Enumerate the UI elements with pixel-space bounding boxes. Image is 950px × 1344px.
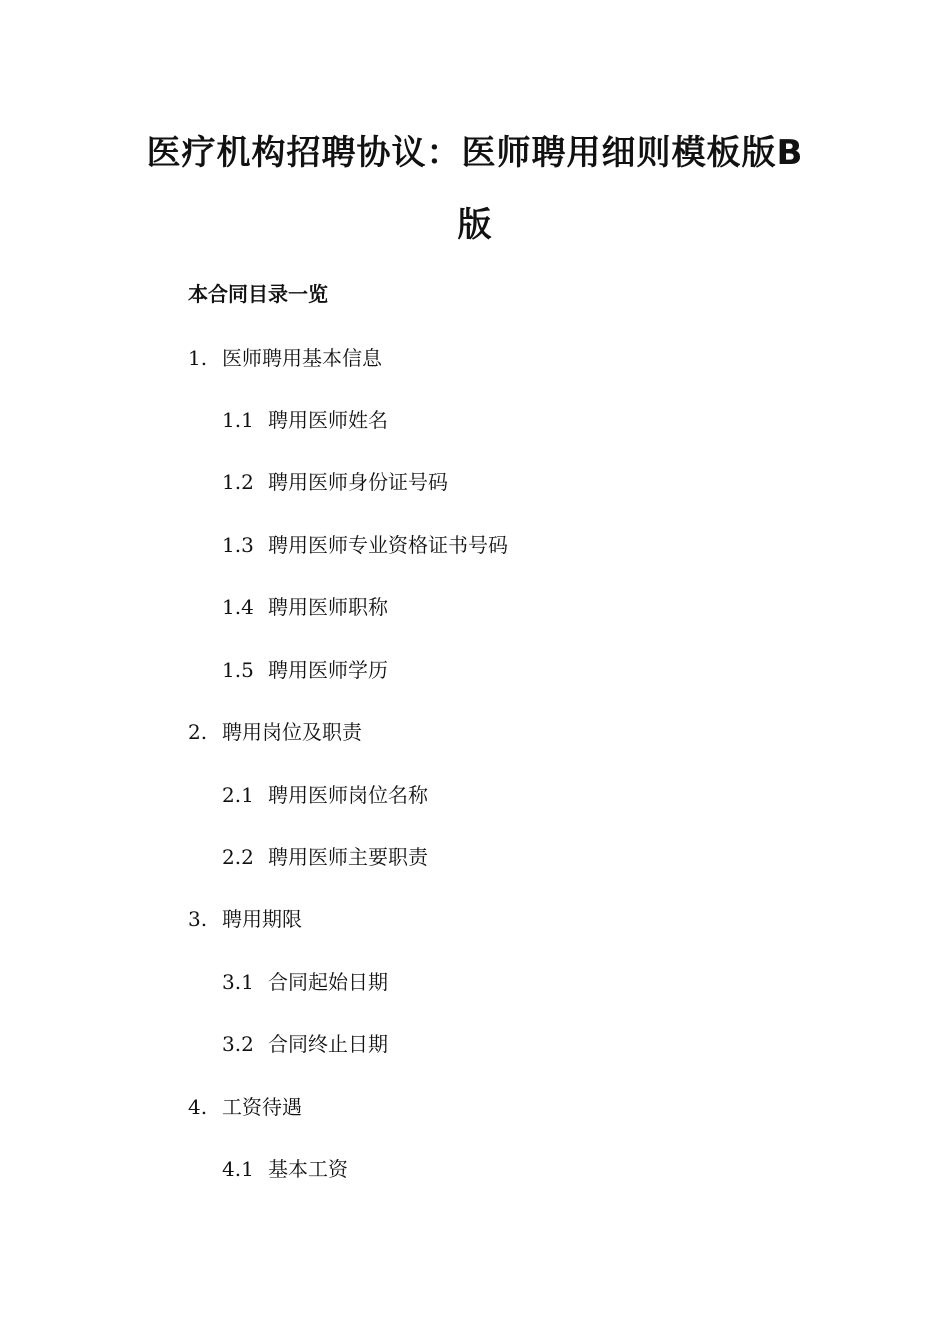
toc-item-number: 1.1 bbox=[222, 408, 254, 432]
toc-item-text: 聘用期限 bbox=[222, 907, 302, 931]
toc-item-text: 基本工资 bbox=[268, 1157, 348, 1181]
toc-item bbox=[222, 785, 428, 805]
toc-item-text: 聘用医师身份证号码 bbox=[268, 470, 448, 494]
toc-item bbox=[222, 972, 388, 992]
toc-item-number: 4.1 bbox=[222, 1157, 254, 1181]
toc-item bbox=[222, 472, 448, 492]
toc-item-number: 4. bbox=[188, 1095, 208, 1119]
toc-item-text: 聘用医师主要职责 bbox=[268, 845, 428, 869]
toc-item-text: 聘用医师专业资格证书号码 bbox=[268, 533, 508, 557]
toc-item bbox=[222, 597, 388, 617]
toc-item-number: 3.1 bbox=[222, 970, 254, 994]
toc-item-text: 医师聘用基本信息 bbox=[222, 346, 382, 370]
toc-item-number: 3. bbox=[188, 907, 208, 931]
toc-item-text: 合同终止日期 bbox=[268, 1032, 388, 1056]
toc-item-number: 1.3 bbox=[222, 533, 254, 557]
toc-item-number: 1.4 bbox=[222, 595, 254, 619]
toc-item-number: 2.2 bbox=[222, 845, 254, 869]
toc-item bbox=[188, 909, 302, 929]
toc-item bbox=[188, 1097, 302, 1117]
toc-item-number: 1. bbox=[188, 346, 208, 370]
toc-item-number: 2.1 bbox=[222, 783, 254, 807]
toc-item bbox=[222, 847, 428, 867]
toc-item bbox=[222, 535, 508, 555]
document-title-line-2: 版 bbox=[457, 205, 493, 245]
toc-item bbox=[222, 660, 388, 680]
toc-item-number: 3.2 bbox=[222, 1032, 254, 1056]
toc-item-text: 聘用岗位及职责 bbox=[222, 720, 362, 744]
toc-item-number: 2. bbox=[188, 720, 208, 744]
toc-item-number: 1.2 bbox=[222, 470, 254, 494]
toc-item-number: 1.5 bbox=[222, 658, 254, 682]
toc-item bbox=[222, 1159, 348, 1179]
document-title-line-1: 医疗机构招聘协议：医师聘用细则模板版B bbox=[146, 133, 804, 173]
toc-item bbox=[188, 722, 362, 742]
toc-item-text: 聘用医师姓名 bbox=[268, 408, 388, 432]
toc-item bbox=[188, 348, 382, 368]
toc-item-text: 聘用医师学历 bbox=[268, 658, 388, 682]
toc-heading: 本合同目录一览 bbox=[188, 282, 328, 306]
toc-item-text: 聘用医师职称 bbox=[268, 595, 388, 619]
toc-item-text: 聘用医师岗位名称 bbox=[268, 783, 428, 807]
toc-item bbox=[222, 410, 388, 430]
toc-item-text: 合同起始日期 bbox=[268, 970, 388, 994]
toc-item bbox=[222, 1034, 388, 1054]
toc-item-text: 工资待遇 bbox=[222, 1095, 302, 1119]
